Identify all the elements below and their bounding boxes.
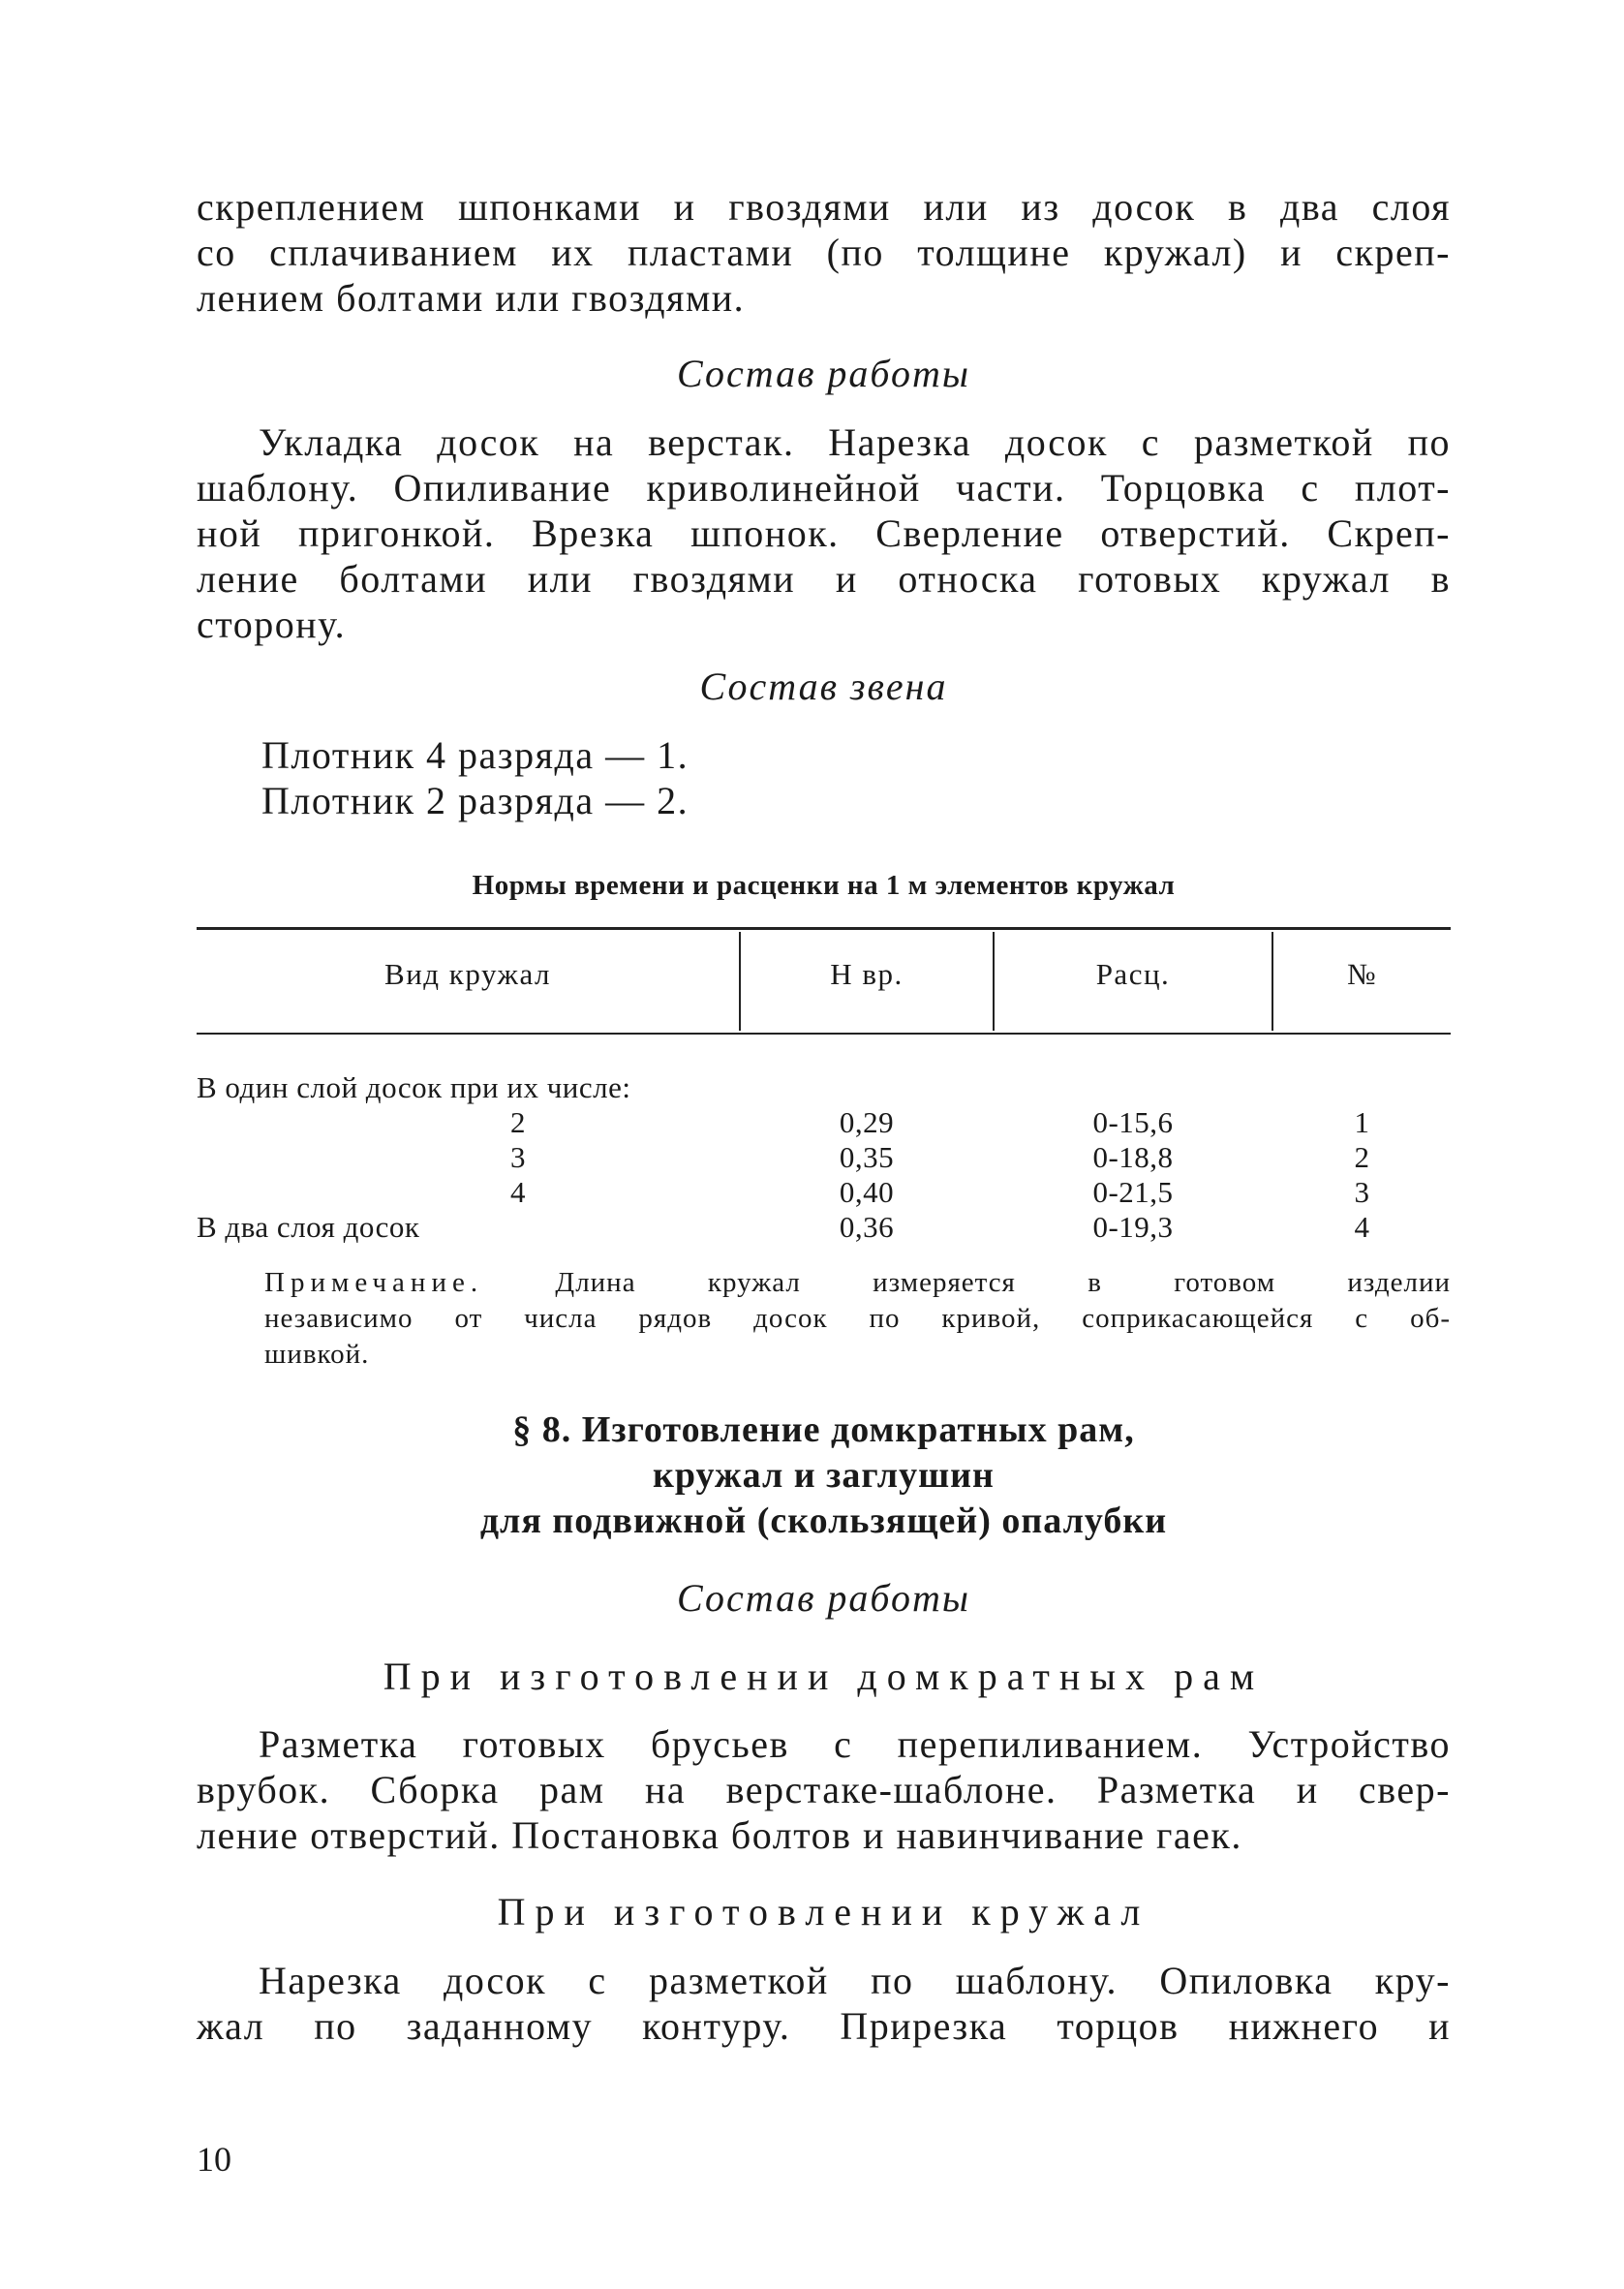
table-caption: Нормы времени и расценки на 1 м элементов кружал: [472, 870, 1176, 901]
text-line: жал по заданному контуру. Прирезка торцов нижнего и: [197, 2004, 1451, 2048]
table-cell-number: 3: [1354, 1175, 1370, 1209]
text-line: ление отверстий. Постановка болтов и навинчивание гаек.: [197, 1813, 1242, 1857]
text-line: сторону.: [197, 603, 347, 646]
table-cell-number: 1: [1354, 1105, 1370, 1139]
table-group-label: В один слой досок при их числе:: [197, 1070, 631, 1104]
text-line: скреплением шпонками и гвоздями или из досок в два слоя: [197, 185, 1451, 229]
column-header-number: №: [1346, 957, 1378, 991]
table-cell-norm: 0,36: [839, 1210, 895, 1244]
section-title-line: кружал и заглушин: [653, 1455, 995, 1496]
table-cell-label: 2: [510, 1105, 526, 1139]
table-cell-rate: 0-15,6: [1092, 1105, 1174, 1139]
note-text: Длина кружал измеряется в готовом изделии: [483, 1267, 1451, 1298]
text-line: ление болтами или гвоздями и относка готовых кружал в: [197, 557, 1451, 601]
crew-heading: Состав звена: [699, 665, 948, 708]
table-cell-norm: 0,35: [839, 1140, 895, 1174]
table-cell-number: 2: [1354, 1140, 1370, 1174]
column-header-rate: Расц.: [1095, 957, 1171, 991]
note-line: независимо от числа рядов досок по кривой, соприкасающейся с об-: [264, 1303, 1451, 1334]
text-line: врубок. Сборка рам на верстаке-шаблоне. Разметка и свер-: [197, 1768, 1451, 1811]
work-composition-paragraph: [197, 419, 1451, 647]
text-line: Нарезка досок с разметкой по шаблону. Опиловка кру-: [259, 1959, 1451, 2002]
page-number: 10: [197, 2140, 231, 2179]
work-composition-heading: Состав работы: [676, 352, 970, 395]
table-cell-label: В два слоя досок: [197, 1210, 420, 1244]
note-line: шивкой.: [264, 1339, 370, 1370]
intro-paragraph: [197, 184, 1451, 321]
section-title-line: § 8. Изготовление домкратных рам,: [512, 1409, 1135, 1450]
frames-paragraph: [197, 1721, 1451, 1858]
note-label: Примечание.: [264, 1267, 484, 1298]
text-line: ной пригонкой. Врезка шпонок. Сверление отверстий. Скреп-: [197, 511, 1451, 555]
text-line: со сплачиванием их пластами (по толщине кружал) и скреп-: [197, 231, 1451, 274]
crew-list: [261, 732, 689, 823]
section-title: [197, 1407, 1451, 1544]
subheading-centering: При изготовлении кружал: [497, 1890, 1150, 1933]
crew-member: Плотник 4 разряда — 1.: [261, 733, 689, 777]
table-cell-rate: 0-18,8: [1092, 1140, 1174, 1174]
column-header-norm: Н вр.: [830, 957, 904, 991]
note-line: [197, 1265, 1451, 1301]
subheading-frames: При изготовлении домкратных рам: [383, 1655, 1265, 1698]
table-cell-label: 4: [510, 1175, 526, 1209]
table-top-rule: [197, 927, 1451, 930]
table-cell-norm: 0,40: [839, 1175, 895, 1209]
text-line: лением болтами или гвоздями.: [197, 276, 746, 320]
table-cell-rate: 0-21,5: [1092, 1175, 1174, 1209]
table-header-rule: [197, 1033, 1451, 1035]
table-cell-label: 3: [510, 1140, 526, 1174]
section-title-line: для подвижной (скользящей) опалубки: [479, 1500, 1168, 1541]
centering-paragraph: [197, 1958, 1451, 2049]
text-line: Укладка досок на верстак. Нарезка досок с разметкой по: [259, 420, 1451, 464]
table-cell-rate: 0-19,3: [1092, 1210, 1174, 1244]
text-line: Разметка готовых брусьев с перепиливанием. Устройство: [259, 1722, 1451, 1766]
table-note: [197, 1265, 1451, 1373]
work-composition-heading-2: Состав работы: [676, 1576, 970, 1620]
crew-member: Плотник 2 разряда — 2.: [261, 779, 689, 822]
text-line: шаблону. Опиливание криволинейной части. Торцовка с плот-: [197, 466, 1451, 510]
column-header-type: Вид кружал: [384, 957, 551, 991]
table-cell-number: 4: [1354, 1210, 1370, 1244]
table-cell-norm: 0,29: [839, 1105, 895, 1139]
